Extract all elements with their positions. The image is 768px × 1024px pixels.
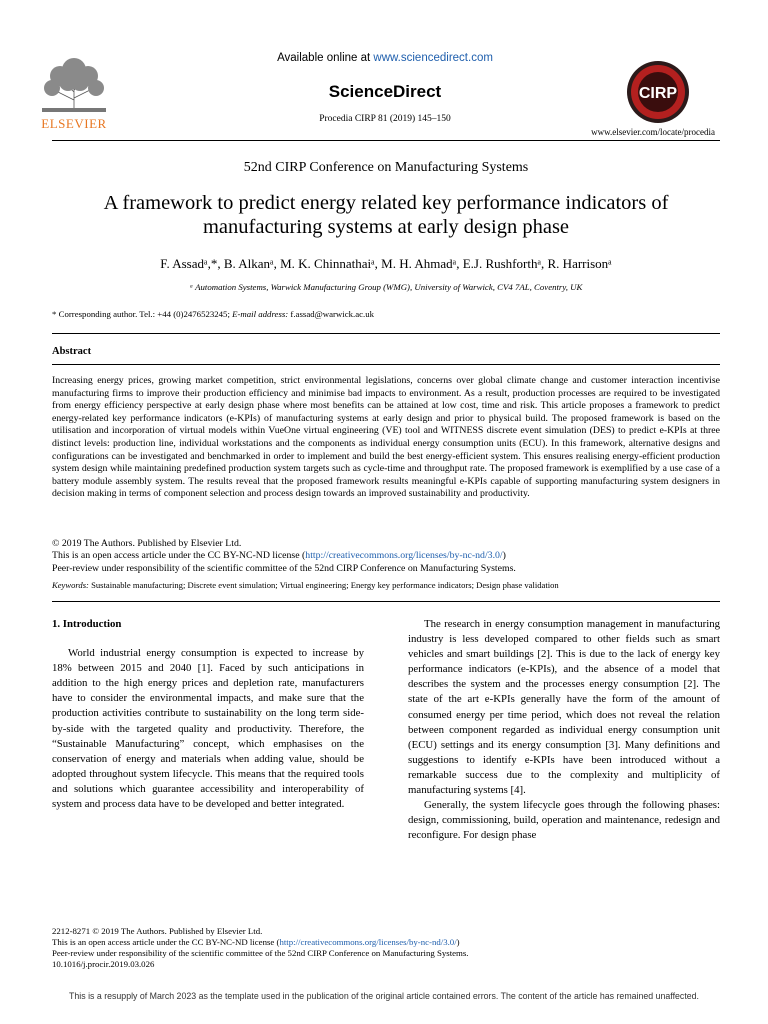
license-prefix: This is an open access article under the CC BY-NC-ND license ( bbox=[52, 550, 306, 562]
footnote-doi[interactable]: 10.1016/j.procir.2019.03.026 bbox=[52, 959, 155, 969]
footnote-issn: 2212-8271 © 2019 The Authors. Published by Elsevier Ltd. bbox=[52, 926, 263, 936]
section-heading-introduction: 1. Introduction bbox=[52, 618, 122, 630]
footnote-block bbox=[52, 926, 720, 970]
left-column bbox=[52, 617, 364, 812]
elsevier-wordmark: ELSEVIER bbox=[41, 116, 107, 131]
sciencedirect-link[interactable]: www.sciencedirect.com bbox=[373, 52, 493, 64]
license-suffix: ) bbox=[502, 550, 506, 562]
intro-paragraph-2: The research in energy consumption management in manufacturing industry is less developed compared to other fields such as smart vehicles and smart buildings [2]. This is due to the lack of energy key performance indicators (e-KPIs), and the absence of a model that describes the system and the processes energy consumption [2]. The state of the art e-KPIs generally have the form of the amount of consumed energy per time period, which does not reveal the relation between component regarded as individual energy consumption unit (ECU) settings and its energy consumption [3]. Many definitions and suggestions to identify e-KPIs have been introduced without a remarkable success due to the complexity and multiplicity of manufacturing systems [4]. bbox=[408, 618, 720, 797]
available-online-line bbox=[250, 52, 520, 64]
abstract-license-block bbox=[52, 538, 720, 575]
corresponding-author bbox=[52, 309, 720, 319]
sciencedirect-brand: ScienceDirect bbox=[328, 82, 442, 101]
journal-homepage-url[interactable]: www.elsevier.com/locate/procedia bbox=[591, 127, 715, 137]
intro-paragraph-3: Generally, the system lifecycle goes through the following phases: design, commissioning, build, operation and maintenance, redesign and reconfigure. For design phase bbox=[408, 799, 720, 842]
journal-reference: Procedia CIRP 81 (2019) 145–150 bbox=[319, 114, 451, 124]
available-prefix: Available online at bbox=[277, 52, 374, 64]
keywords bbox=[52, 580, 720, 590]
author-list: F. Assadᵃ,*, B. Alkanᵃ, M. K. Chinnathaiᵃ, M. H. Ahmadᵃ, E.J. Rushforthᵃ, R. Harrisonᵃ bbox=[160, 256, 612, 271]
email-label: E-mail address: bbox=[232, 309, 289, 319]
copyright-line: © 2019 The Authors. Published by Elsevier Ltd. bbox=[52, 538, 242, 549]
resupply-notice: This is a resupply of March 2023 as the template used in the publication of the original article contained errors. The content of the article has remained unaffected. bbox=[69, 991, 699, 1001]
title-line-1: A framework to predict energy related key performance indicators of bbox=[103, 192, 669, 214]
header-divider bbox=[52, 140, 720, 141]
cirp-logo-text: CIRP bbox=[638, 85, 678, 102]
corresponding-prefix: * Corresponding author. Tel.: +44 (0)2476523245; bbox=[52, 309, 233, 319]
abstract-divider bbox=[52, 364, 720, 365]
peer-review-line: Peer-review under responsibility of the scientific committee of the 52nd CIRP Conference on Manufacturing Systems. bbox=[52, 562, 516, 574]
paper-title bbox=[52, 191, 720, 239]
divider bbox=[52, 601, 720, 602]
conference-name: 52nd CIRP Conference on Manufacturing Systems bbox=[243, 160, 529, 175]
corresponding-email[interactable]: f.assad@warwick.ac.uk bbox=[288, 309, 375, 319]
footnote-license-link[interactable]: http://creativecommons.org/licenses/by-nc-nd/3.0/ bbox=[279, 937, 457, 947]
footnote-license-prefix: This is an open access article under the CC BY-NC-ND license ( bbox=[52, 937, 280, 947]
keywords-label: Keywords: bbox=[52, 580, 89, 590]
abstract-body: Increasing energy prices, growing market competition, strict environmental legislations, concerns over global climate change and customer interaction incentivise manufacturing firms to improve their production efficiency and minimise bad impacts to environment. As a result, production processes are required to be investigated from energy efficiency perspective at early design phase where most benefits can be attained at low cost, time and risk. This article proposes a framework to predict energy-related key performance indicators (e-KPIs) of manufacturing systems at early design and prior to physical build. The proposed framework is based on the utilisation and incorporation of virtual models within VueOne virtual engineering (VE) tool and WITNESS discrete event simulation (DES) to predict e-KPIs at three distinct levels: production line, individual workstations and the components as individual energy consumption units (ECU). In this framework, alternative designs and configurations can be investigated and benchmarked in order to implement and build the best energy-efficient system. This ensures realising energy-efficient production system design while maintaining predefined production system targets such as cycle-time and throughput rate. The proposed framework is exemplified by a use case of a battery module assembly system. The results reveal that the proposed framework results meaningful e-KPIs capable of supporting manufacturing system designers in decision making in terms of component selection and process design towards an improved sustainability and productivity. bbox=[52, 375, 720, 500]
abstract-heading: Abstract bbox=[52, 346, 92, 357]
right-column bbox=[408, 617, 720, 843]
license-link[interactable]: http://creativecommons.org/licenses/by-nc-nd/3.0/ bbox=[305, 550, 503, 562]
license-line bbox=[52, 550, 720, 562]
title-line-2: manufacturing systems at early design phase bbox=[202, 216, 570, 238]
footnote-peer-review: Peer-review under responsibility of the scientific committee of the 52nd CIRP Conference on Manufacturing Systems. bbox=[52, 948, 469, 958]
cirp-logo bbox=[626, 60, 690, 124]
footnote-license-suffix: ) bbox=[456, 937, 460, 947]
keywords-list: Sustainable manufacturing; Discrete event simulation; Virtual engineering; Energy key performance indicators; Design phase validation bbox=[88, 580, 559, 590]
intro-paragraph-1: World industrial energy consumption is expected to increase by 18% between 2015 and 2040 [1]. Faced by such anticipations in addition to the high energy prices and depletion rate, manufacturers have to consider the environmental impacts, and make sure that the production activities contribute to sustainability on the long term side-by-side with the targeted quality and productivity. Therefore, the “Sustainable Manufacturing” concept, which emphasises on the conservation of energy and materials when adding value, should be adopted throughout system lifecycle. This means that the required tools and solutions which guarantee accessibility and interoperability of system and process data have to be developed and better integrated. bbox=[52, 647, 364, 811]
divider bbox=[52, 333, 720, 334]
footnote-license bbox=[52, 937, 720, 948]
affiliation: ᵃ Automation Systems, Warwick Manufacturing Group (WMG), University of Warwick, CV4 7AL, Coventry, UK bbox=[189, 282, 583, 292]
